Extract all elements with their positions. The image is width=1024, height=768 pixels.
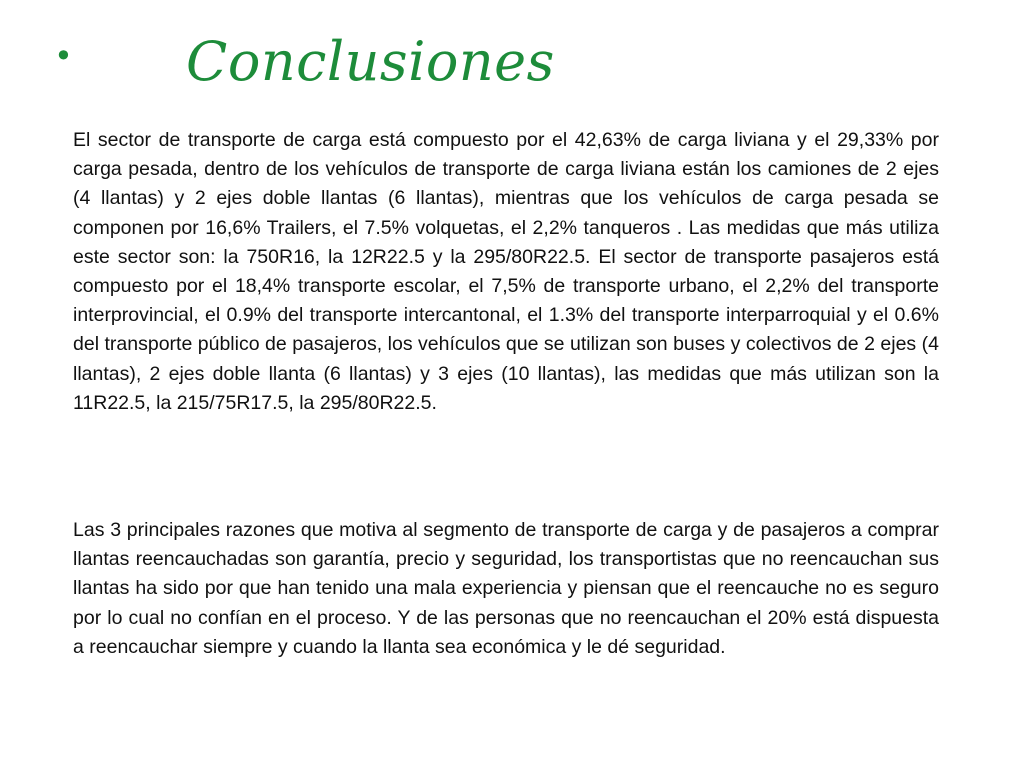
paragraph-razones: Las 3 principales razones que motiva al segmento de transporte de carga y de pasajeros a comprar llantas reencauchadas son garantía, precio y seguridad, los transportistas que no reencauchan sus llantas ha sido por que han tenido una mala experiencia y piensan que el reencauche no es seguro por lo cual no confían en el proceso. Y de las personas que no reencauchan el 20% está dispuesta a reencauchar siempre y cuando la llanta sea económica y le dé seguridad. (73, 519, 939, 658)
paragraph-carga-pasajeros: El sector de transporte de carga está compuesto por el 42,63% de carga liviana y el 29,33% por carga pesada, dentro de los vehículos de transporte de carga liviana están los camiones de 2 ejes (4 llantas) y 2 ejes doble llantas (6 llantas), mientras que los vehículos de carga pesada se componen por 16,6% Trailers, el 7.5% volquetas, el 2,2% tanqueros . Las medidas que más utiliza este sector son: la 750R16, la 12R22.5 y la 295/80R22.5. El sector de transporte pasajeros está compuesto por el 18,4% transporte escolar, el 7,5% de transporte urbano, el 2,2% del transporte interprovincial, el 0.9% del transporte intercantonal, el 1.3% del transporte interparroquial y el 0.6% del transporte público de pasajeros, los vehículos que se utilizan son buses y colectivos de 2 ejes (4 llantas), 2 ejes doble llanta (6 llantas) y 3 ejes (10 llantas), las medidas que más utilizan son la 11R22.5, la 215/75R17.5, la 295/80R22.5. (73, 129, 939, 414)
bullet-icon: • (54, 37, 73, 75)
slide-title: Conclusiones (186, 30, 555, 93)
title-row (0, 26, 1024, 116)
